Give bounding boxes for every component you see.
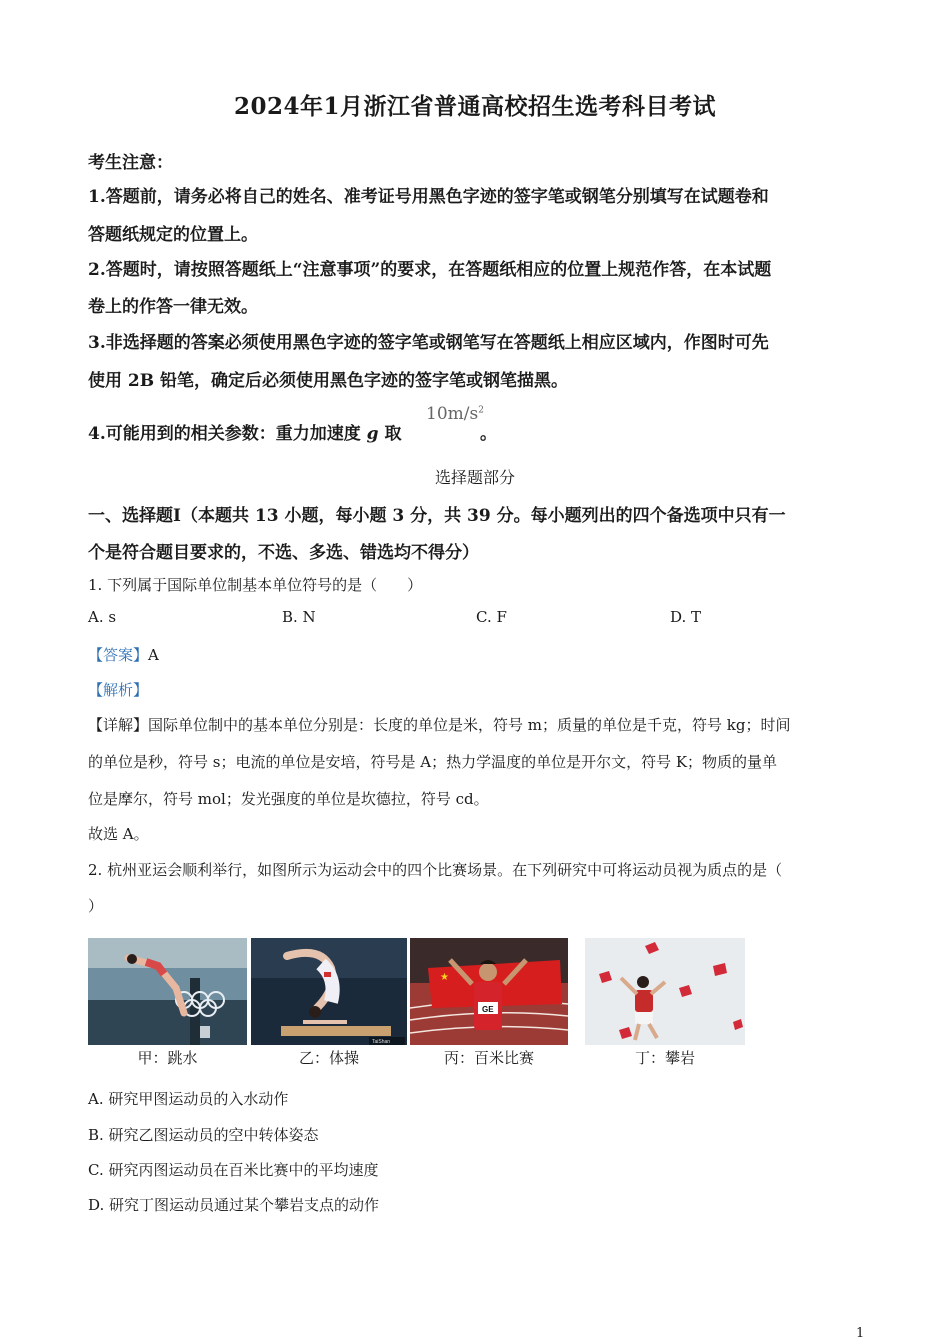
q1-conclusion: 故选 A。	[88, 825, 149, 843]
gymnastics-photo	[251, 938, 407, 1045]
caption-diving: 甲：跳水	[137, 1049, 198, 1067]
caption-gymnastics: 乙：体操	[298, 1049, 359, 1067]
svg-text:★: ★	[440, 972, 449, 983]
q1-stem: 1. 下列属于国际单位制基本单位符号的是（ ）	[88, 576, 423, 594]
q2-stem-2: ）	[88, 897, 104, 915]
diving-photo	[88, 938, 247, 1045]
notice-item-1b: 答题纸规定的位置上。	[88, 225, 258, 245]
detail-text-1: 国际单位制中的基本单位分别是：长度的单位是米，符号 m；质量的单位是千克，符号 kg；时间	[148, 716, 791, 734]
notice-item-4-take: 取	[378, 424, 402, 444]
notice-item-4-text: 4.可能用到的相关参数：重力加速度	[88, 424, 367, 444]
section-title: 选择题部分	[434, 468, 515, 487]
gravity-exponent: 2	[478, 405, 484, 416]
notice-heading: 考生注意：	[88, 153, 173, 173]
climbing-photo	[585, 938, 745, 1045]
q2-option-a: A. 研究甲图运动员的入水动作	[88, 1090, 289, 1108]
q1-detail-2: 的单位是秒，符号 s；电流的单位是安培，符号是 A；热力学温度的单位是开尔文，符号 K；物质的量单	[88, 753, 778, 771]
gravity-symbol: g	[366, 424, 379, 444]
notice-item-4-end: 。	[480, 424, 497, 444]
runner-bib: GE	[482, 1005, 494, 1014]
q1-option-a: A. s	[88, 608, 117, 626]
part1-instructions-1: 一、选择题Ⅰ（本题共 13 小题，每小题 3 分，共 39 分。每小题列出的四个备选项中只有一	[88, 506, 786, 526]
q1-option-b: B. N	[282, 608, 316, 626]
notice-item-2b: 卷上的作答一律无效。	[88, 297, 258, 317]
q1-option-c: C. F	[476, 608, 507, 626]
sprint-photo	[410, 938, 568, 1045]
notice-item-1a: 1.答题前，请务必将自己的姓名、准考证号用黑色字迹的签字笔或钢笔分别填写在试题卷和	[88, 187, 769, 207]
page-number: 1	[856, 1326, 865, 1341]
notice-item-3a: 3.非选择题的答案必须使用黑色字迹的签字笔或钢笔写在答题纸上相应区域内，作图时可先	[88, 333, 769, 353]
q2-option-d: D. 研究丁图运动员通过某个攀岩支点的动作	[88, 1196, 380, 1214]
answer-value: A	[148, 646, 159, 664]
page-title: 2024年1月浙江省普通高校招生选考科目考试	[233, 93, 717, 120]
gravity-unit: 10m/s	[426, 404, 479, 424]
q1-answer	[88, 644, 159, 665]
notice-item-3b: 使用 2B 铅笔，确定后必须使用黑色字迹的签字笔或钢笔描黑。	[88, 371, 569, 391]
analysis-tag: 【解析】	[88, 681, 149, 699]
q2-option-c: C. 研究丙图运动员在百米比赛中的平均速度	[88, 1161, 379, 1179]
q2-option-b: B. 研究乙图运动员的空中转体姿态	[88, 1126, 319, 1144]
q2-stem-1: 2. 杭州亚运会顺利举行，如图所示为运动会中的四个比赛场景。在下列研究中可将运动员视为质点的是（	[88, 861, 783, 879]
caption-climbing: 丁：攀岩	[634, 1049, 695, 1067]
part1-instructions-2: 个是符合题目要求的，不选、多选、错选均不得分）	[88, 543, 479, 563]
answer-tag: 【答案】	[88, 646, 149, 664]
gravity-value	[426, 404, 484, 424]
apparatus-brand: TaiShan	[372, 1039, 391, 1045]
detail-tag: 【详解】	[88, 716, 149, 734]
q1-detail-1	[88, 714, 790, 735]
q1-detail-3: 位是摩尔，符号 mol；发光强度的单位是坎德拉，符号 cd。	[88, 790, 489, 808]
notice-item-4	[88, 419, 401, 444]
notice-item-2a: 2.答题时，请按照答题纸上“注意事项”的要求，在答题纸相应的位置上规范作答，在本试题	[88, 260, 772, 280]
q1-option-d: D. T	[670, 608, 702, 626]
caption-sprint: 丙：百米比赛	[443, 1049, 534, 1067]
